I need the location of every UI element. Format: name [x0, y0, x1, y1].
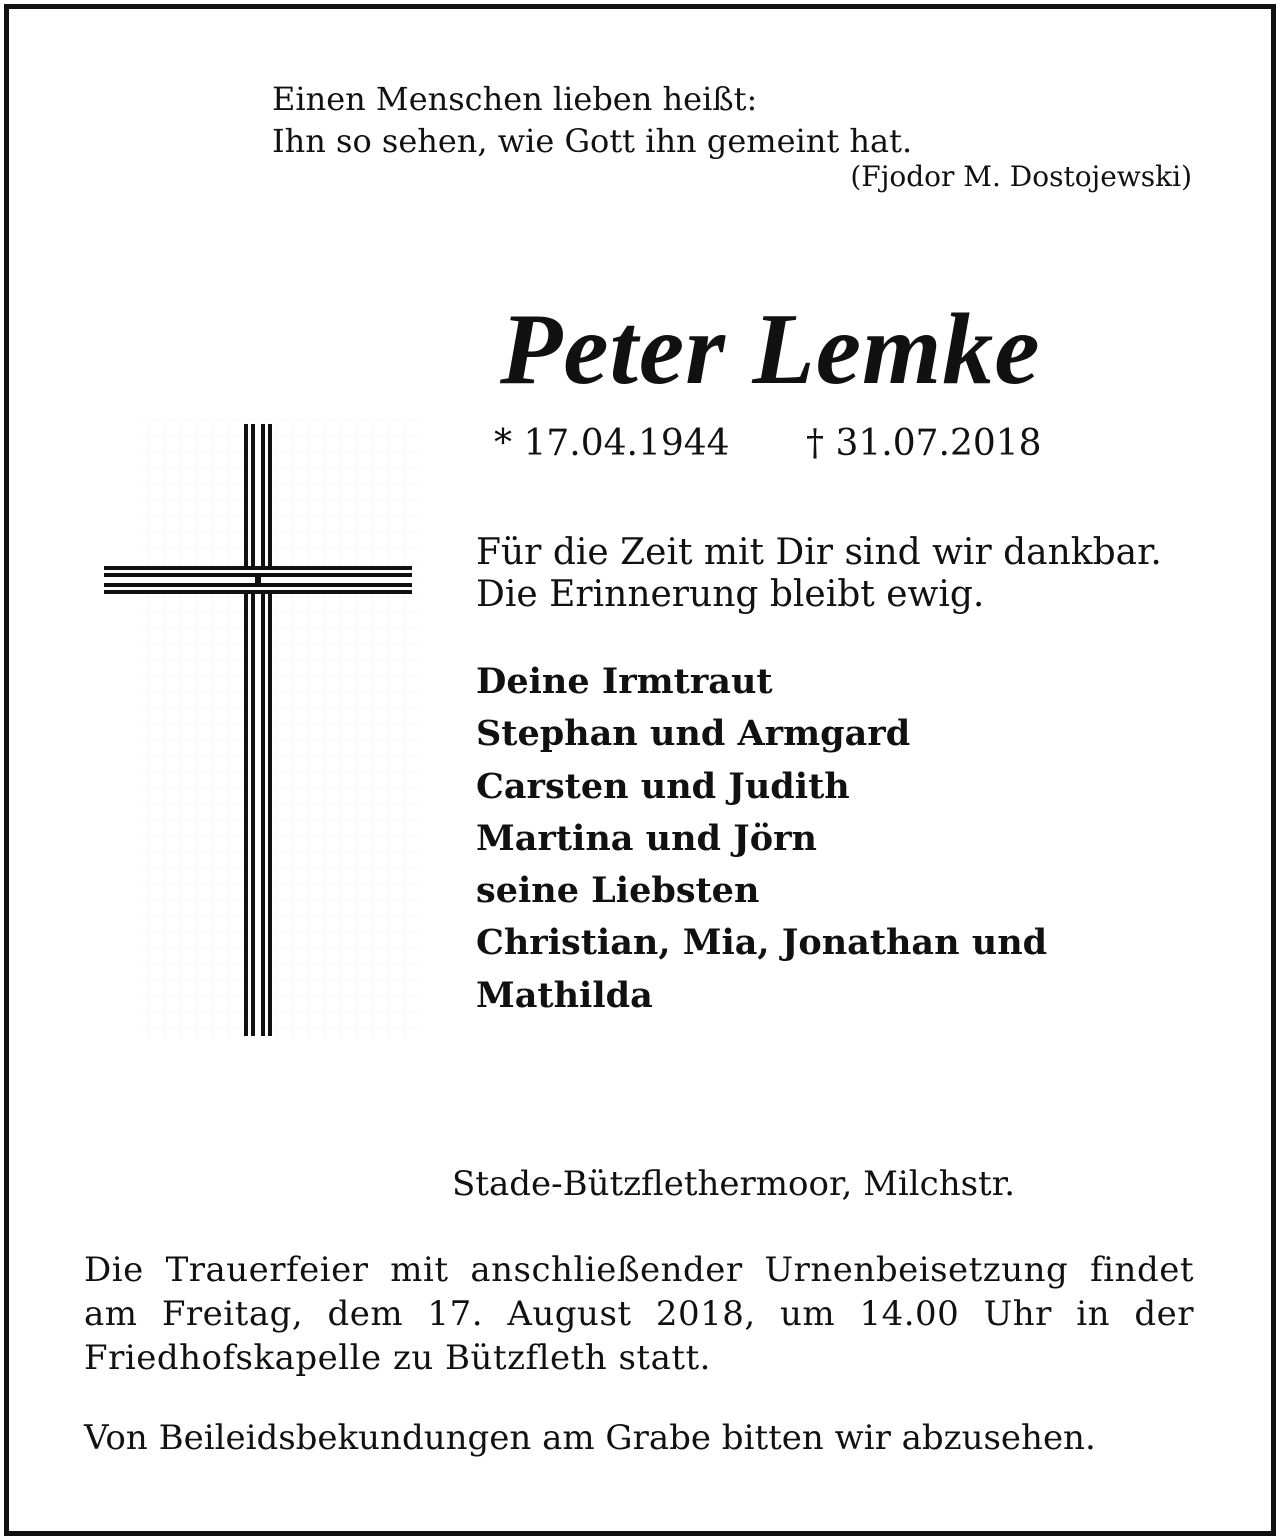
- mourner-line: Stephan und Armgard: [476, 713, 911, 755]
- cross-horizontal-line-1: [104, 566, 412, 570]
- place-of-residence: Stade-Bützflethermoor, Milchstr.: [452, 1164, 1016, 1204]
- mourner-line: Mathilda: [476, 974, 653, 1016]
- quote-block: [272, 78, 1202, 194]
- quote-line-2: Ihn so sehen, wie Gott ihn gemeint hat.: [272, 122, 913, 160]
- condolence-note: Von Beileidsbekundungen am Grabe bitten wir abzusehen.: [84, 1418, 1096, 1458]
- cross-background-grid: [140, 420, 420, 1040]
- thanks-block: [476, 532, 1236, 616]
- mourner-line: seine Liebsten: [476, 870, 760, 912]
- cross-center: [255, 577, 261, 583]
- funeral-service-text: Die Trauerfeier mit anschließender Urnenbeisetzung findet am Freitag, dem 17. August 2018, um 14.00 Uhr in der Friedhofskapelle zu Bützfleth statt.: [84, 1250, 1194, 1378]
- mourner-line: Martina und Jörn: [476, 817, 817, 859]
- cross-horizontal-line-3: [104, 583, 412, 587]
- thanks-line-2: Die Erinnerung bleibt ewig.: [476, 574, 985, 615]
- cross-icon: [100, 420, 420, 1040]
- cross-horizontal-line-2: [104, 573, 412, 577]
- birth-date: * 17.04.1944: [494, 423, 730, 464]
- cross-vertical-line-3: [261, 424, 265, 1036]
- mourner-line: Carsten und Judith: [476, 765, 850, 807]
- mourner-line: Deine Irmtraut: [476, 661, 773, 702]
- thanks-line-1: Für die Zeit mit Dir sind wir dankbar.: [476, 532, 1162, 573]
- cross-vertical-line-1: [244, 424, 248, 1036]
- cross-vertical-line-2: [251, 424, 255, 1036]
- deceased-name: Peter Lemke: [500, 293, 1041, 406]
- death-date: † 31.07.2018: [806, 423, 1042, 464]
- quote-line-1: Einen Menschen lieben heißt:: [272, 80, 758, 118]
- mourners-list: [476, 656, 1236, 1022]
- quote-author: (Fjodor M. Dostojewski): [850, 160, 1192, 193]
- mourner-line: Christian, Mia, Jonathan und: [476, 922, 1048, 964]
- cross-horizontal-line-4: [104, 590, 412, 594]
- cross-vertical-line-4: [268, 424, 272, 1036]
- cross-vertical-beam: [244, 424, 272, 1036]
